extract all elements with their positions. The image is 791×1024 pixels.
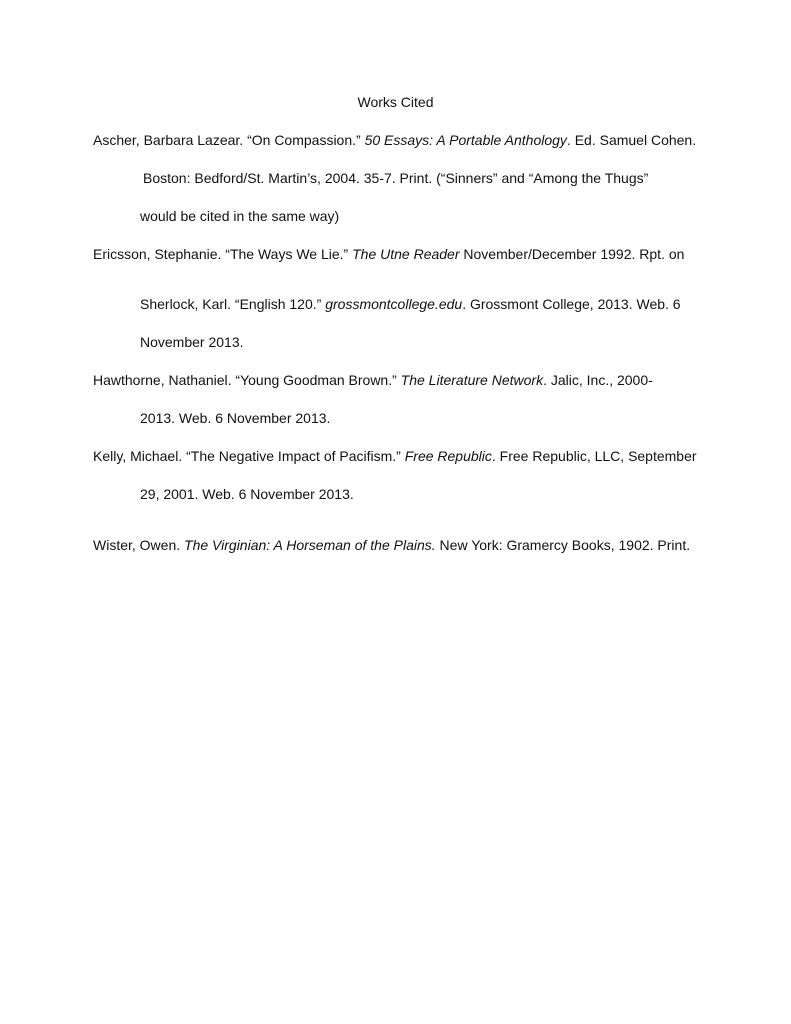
citation-italic-title: 50 Essays: A Portable Anthology [364, 132, 567, 148]
citation-ascher-line-3 [140, 207, 339, 225]
page-title: Works Cited [357, 94, 434, 110]
citation-text: . Ed. Samuel Cohen. [566, 132, 697, 148]
citation-sherlock-line-2 [140, 333, 244, 351]
citation-kelly-line-2 [140, 485, 354, 503]
citation-italic-title: grossmontcollege.edu [325, 296, 463, 312]
citation-ascher-line-1 [93, 131, 696, 149]
citation-italic-title: Free Republic [404, 448, 492, 464]
citation-hawthorne-line-1 [93, 371, 653, 389]
citation-text: . Free Republic, LLC, September [491, 448, 697, 464]
citation-text: Wister, Owen. [93, 537, 185, 553]
citation-text: November/December 1992. Rpt. on [459, 246, 685, 262]
citation-text: 29, 2001. Web. 6 November 2013. [140, 486, 354, 502]
citation-text: Kelly, Michael. “The Negative Impact of Pacifism.” [93, 448, 405, 464]
citation-text: 2013. Web. 6 November 2013. [140, 410, 331, 426]
citation-kelly-line-1 [93, 447, 697, 465]
citation-text: New York: Gramercy Books, 1902. Print. [435, 537, 691, 553]
citation-ascher-line-2 [143, 169, 648, 187]
citation-text: November 2013. [140, 334, 244, 350]
citation-text: . Jalic, Inc., 2000- [543, 372, 653, 388]
citation-hawthorne-line-2 [140, 409, 330, 427]
citation-text: Hawthorne, Nathaniel. “Young Goodman Brown.” [93, 372, 401, 388]
citation-italic-title: The Virginian: A Horseman of the Plains. [184, 537, 436, 553]
citation-ericsson-line-1 [93, 245, 684, 263]
citation-italic-title: The Utne Reader [352, 246, 460, 262]
citation-sherlock-line-1 [140, 295, 681, 313]
citation-text: Ericsson, Stephanie. “The Ways We Lie.” [93, 246, 353, 262]
citation-italic-title: The Literature Network [400, 372, 544, 388]
citation-text: Ascher, Barbara Lazear. “On Compassion.” [93, 132, 365, 148]
citation-text: would be cited in the same way) [140, 208, 340, 224]
citation-text: Boston: Bedford/St. Martin’s, 2004. 35-7. Print. (“Sinners” and “Among the Thugs” [143, 170, 649, 186]
citation-text: . Grossmont College, 2013. Web. 6 [462, 296, 681, 312]
citation-wister-line-1 [93, 536, 690, 554]
citation-text: Sherlock, Karl. “English 120.” [140, 296, 326, 312]
